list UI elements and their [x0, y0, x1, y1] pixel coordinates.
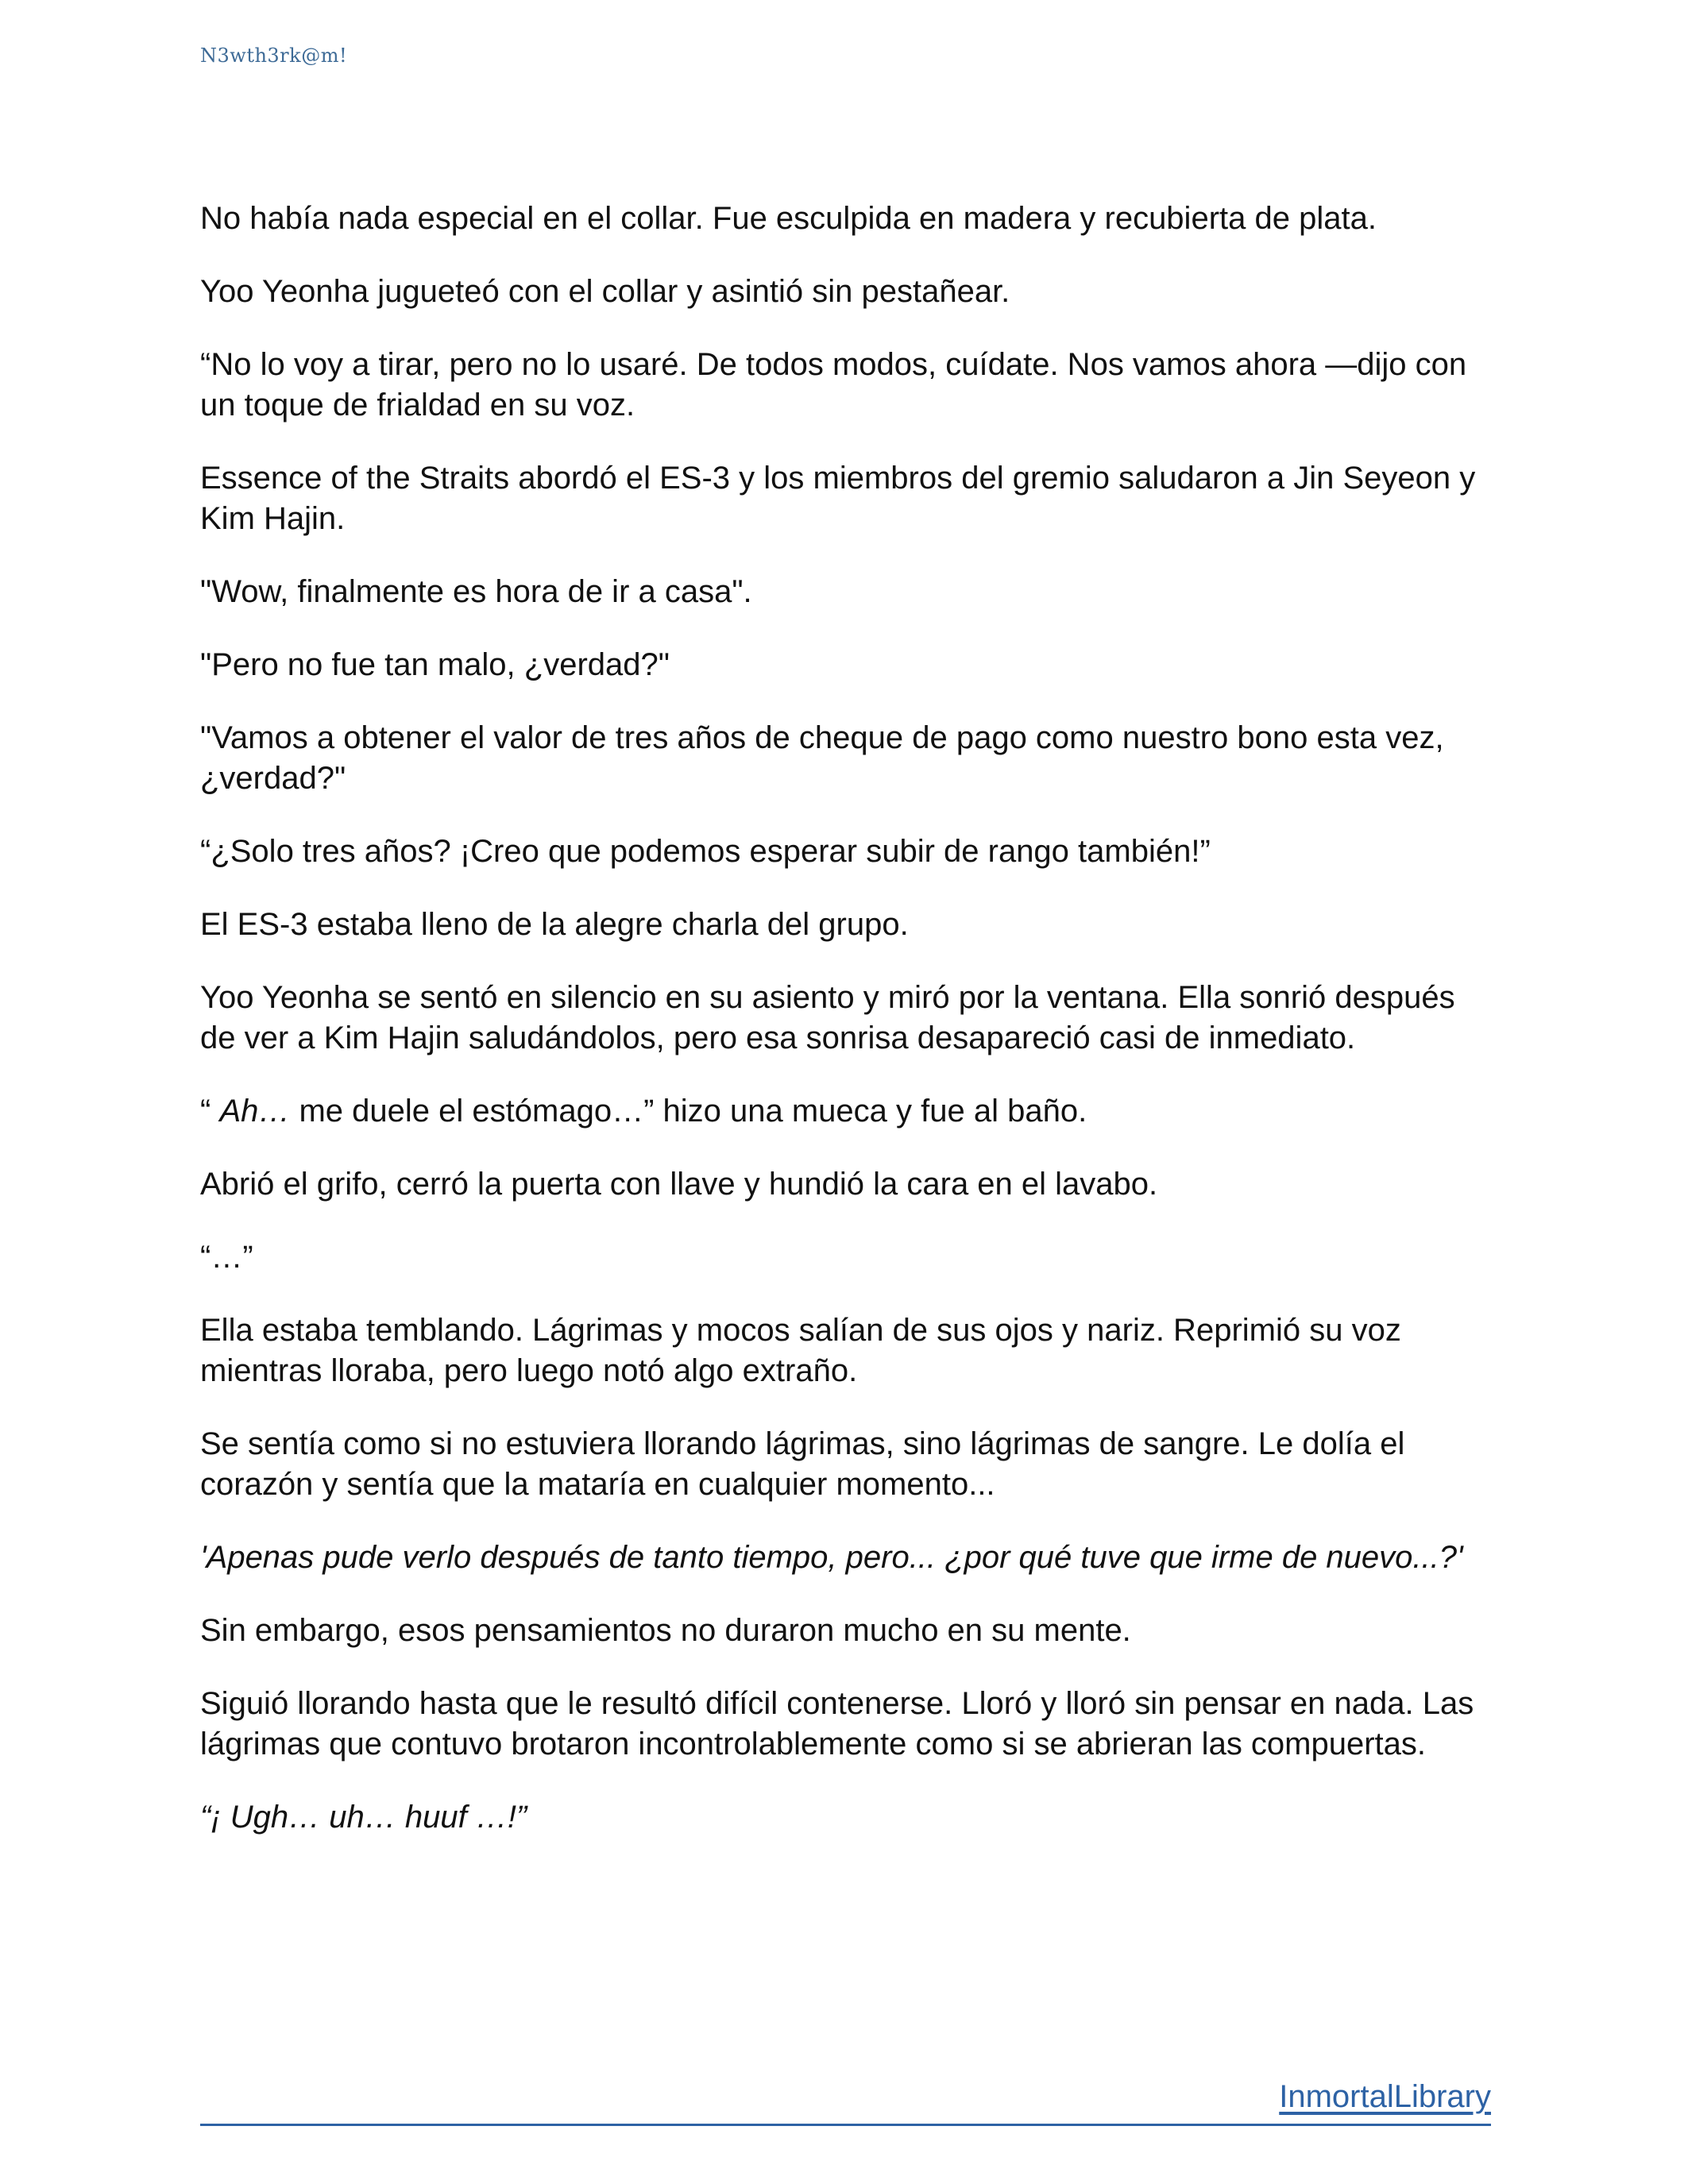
paragraph: Yoo Yeonha jugueteó con el collar y asintió sin pestañear.	[200, 274, 1010, 309]
paragraph: “…”	[200, 1240, 253, 1275]
paragraph: El ES-3 estaba lleno de la alegre charla del grupo.	[200, 907, 909, 942]
paragraph-italic: “¡ Ugh… uh… huuf …!”	[200, 1800, 527, 1835]
paragraph: Abrió el grifo, cerró la puerta con llave y hundió la cara en el lavabo.	[200, 1167, 1158, 1202]
paragraph-italic-fragment: Ah…	[219, 1094, 291, 1129]
paragraph: “¿Solo tres años? ¡Creo que podemos esperar subir de rango también!”	[200, 834, 1211, 869]
paragraph: “No lo voy a tirar, pero no lo usaré. De todos modos, cuídate. Nos vamos ahora —dijo con un toque de frialdad en su voz.	[200, 347, 1467, 423]
paragraph-suffix: me duele el estómago…” hizo una mueca y fue al baño.	[290, 1094, 1087, 1129]
paragraph: Siguió llorando hasta que le resultó difícil contenerse. Lloró y lloró sin pensar en nada. Las lágrimas que contuvo brotaron incontrolablemente como si se abrieran las compuertas.	[200, 1686, 1474, 1761]
paragraph-italic: 'Apenas pude verlo después de tanto tiempo, pero... ¿por qué tuve que irme de nuevo...?'	[200, 1540, 1463, 1575]
paragraph: "Wow, finalmente es hora de ir a casa".	[200, 574, 752, 609]
paragraph: "Pero no fue tan malo, ¿verdad?"	[200, 647, 670, 682]
paragraph-prefix: “	[200, 1094, 220, 1129]
paragraph: Essence of the Straits abordó el ES-3 y los miembros del gremio saludaron a Jin Seyeon y Kim Hajin.	[200, 461, 1476, 536]
paragraph	[200, 1091, 1487, 1132]
paragraph: No había nada especial en el collar. Fue esculpida en madera y recubierta de plata.	[200, 201, 1377, 236]
paragraph: Sin embargo, esos pensamientos no duraron mucho en su mente.	[200, 1613, 1131, 1648]
paragraph: Yoo Yeonha se sentó en silencio en su asiento y miró por la ventana. Ella sonrió después de ver a Kim Hajin saludándolos, pero esa sonrisa desapareció casi de inmediato.	[200, 980, 1455, 1055]
paragraph: Ella estaba temblando. Lágrimas y mocos salían de sus ojos y nariz. Reprimió su voz mientras lloraba, pero luego notó algo extraño.	[200, 1313, 1401, 1388]
footer-link[interactable]: InmortalLibrary	[1279, 2079, 1491, 2114]
paragraph: "Vamos a obtener el valor de tres años de cheque de pago como nuestro bono esta vez, ¿verdad?"	[200, 720, 1444, 796]
header-watermark: N3wth3rk@m!	[200, 44, 348, 67]
paragraph: Se sentía como si no estuviera llorando lágrimas, sino lágrimas de sangre. Le dolía el corazón y sentía que la mataría en cualquier momento...	[200, 1426, 1405, 1502]
document-body	[200, 199, 1487, 1838]
footer-rule	[200, 2079, 1491, 2126]
